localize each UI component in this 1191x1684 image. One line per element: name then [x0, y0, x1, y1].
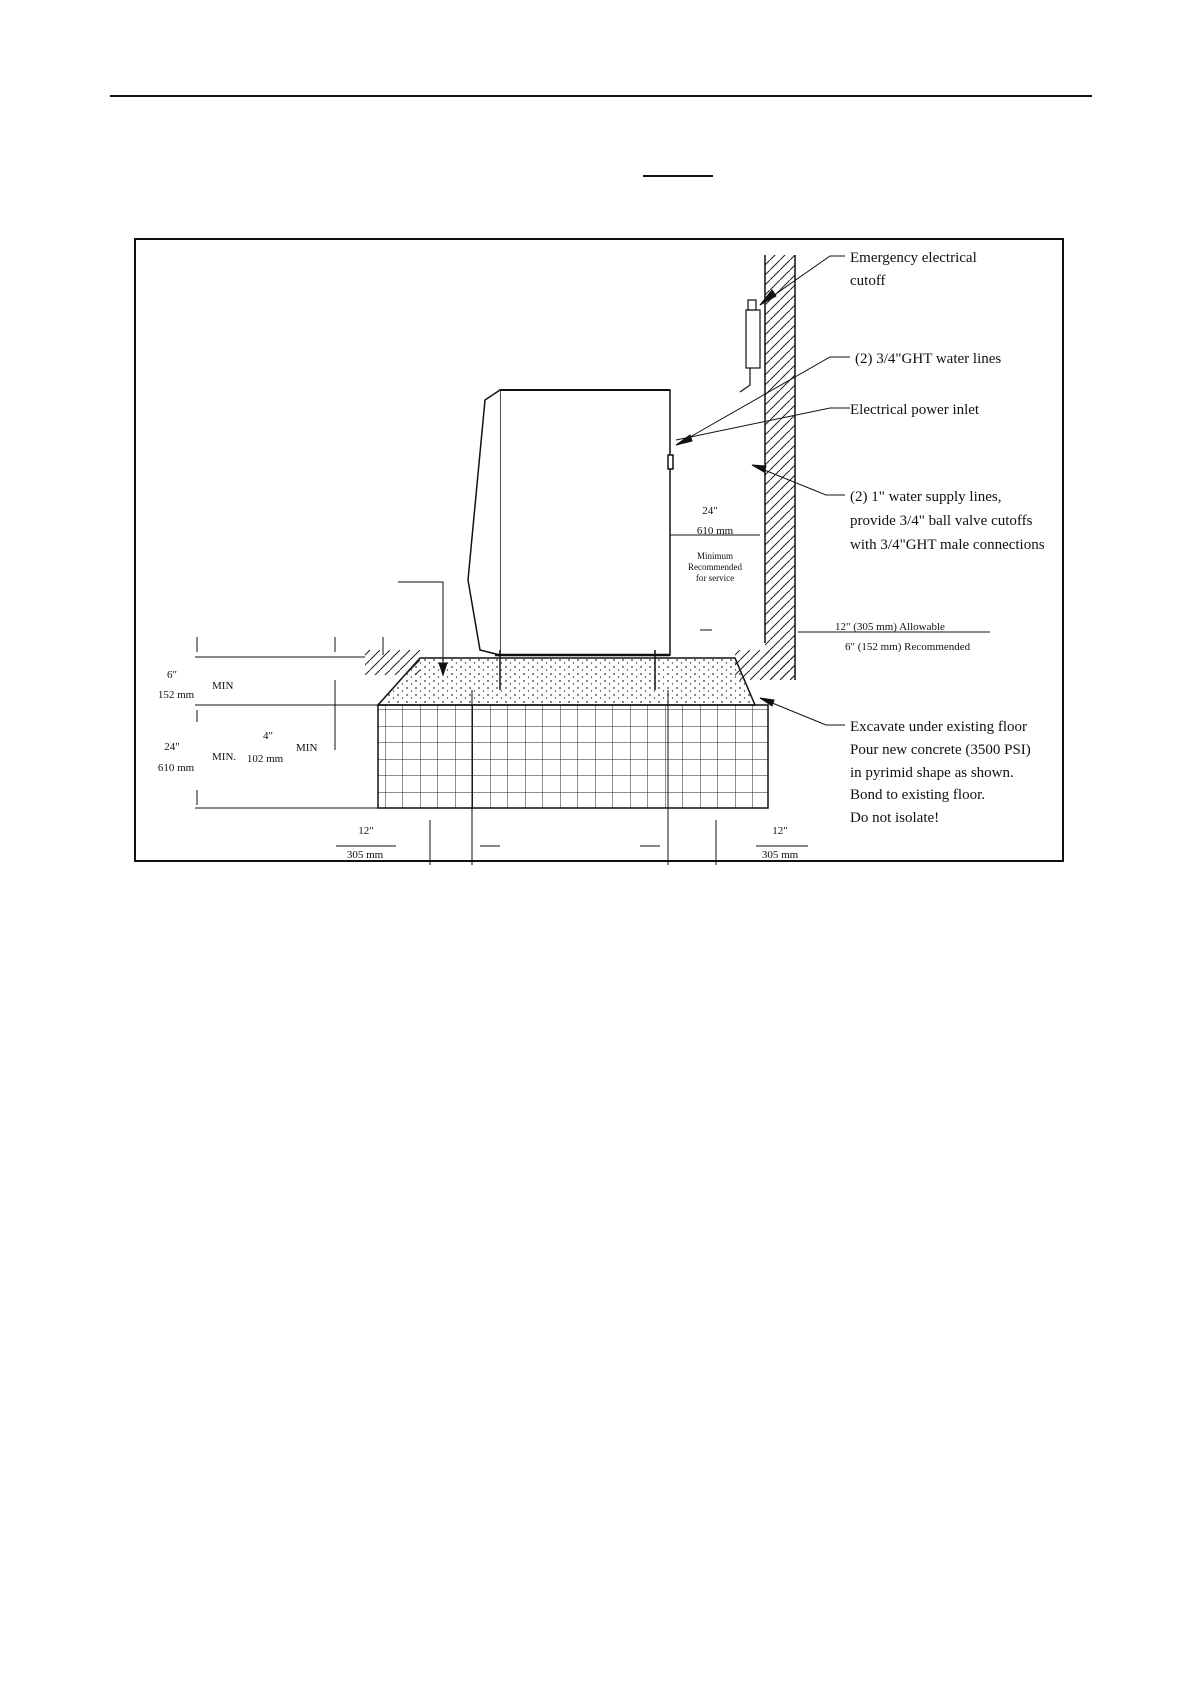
floor-dim-in: 6": [167, 669, 177, 681]
slab-dim-in: 4": [263, 730, 273, 742]
slab-dim-mm: 102 mm: [246, 753, 284, 765]
excavate-label-3: in pyrimid shape as shown.: [850, 765, 1014, 781]
depth-dim-in: 24": [164, 741, 180, 753]
service-dim-mm: 610 mm: [696, 525, 734, 537]
right-dim-mm: 305 mm: [761, 849, 799, 861]
wall: [765, 255, 795, 680]
right-dim-in: 12": [772, 825, 788, 837]
excavate-label-4: Bond to existing floor.: [850, 787, 985, 803]
service-note-3: for service: [695, 573, 735, 583]
floor-dim-mm: 152 mm: [157, 689, 195, 701]
service-note-1: Minimum: [696, 551, 734, 561]
excavate-label-1: Excavate under existing floor: [850, 719, 1028, 735]
concrete-pad: [365, 650, 795, 808]
recommended-label: 6" (152 mm) Recommended: [845, 641, 971, 653]
emergency-cutoff-label: Emergency electrical: [850, 250, 977, 266]
power-inlet-label: Electrical power inlet: [850, 402, 980, 418]
floor-dim-min: MIN: [212, 680, 234, 692]
slab-dim-min: MIN: [296, 742, 318, 754]
callout-labels: [835, 250, 1045, 826]
supply-lines-label-1: (2) 1" water supply lines,: [850, 489, 1002, 505]
washer-extractor: [468, 390, 673, 655]
emergency-cutoff-box: [740, 300, 760, 392]
supply-lines-label-3: with 3/4"GHT male connections: [850, 537, 1045, 553]
excavate-label-5: Do not isolate!: [850, 810, 940, 826]
excavate-label-2: Pour new concrete (3500 PSI): [850, 742, 1031, 758]
water-lines-label: (2) 3/4"GHT water lines: [855, 351, 1002, 367]
emergency-cutoff-label-2: cutoff: [850, 273, 886, 289]
service-note-2: Recommended: [688, 562, 742, 572]
supply-lines-label-2: provide 3/4" ball valve cutoffs: [850, 513, 1033, 529]
left-dim-mm: 305 mm: [346, 849, 384, 861]
left-dim-in: 12": [358, 825, 374, 837]
depth-dim-min: MIN.: [212, 751, 237, 763]
service-dim-in: 24": [702, 505, 718, 517]
depth-dim-mm: 610 mm: [157, 762, 195, 774]
allowable-label: 12" (305 mm) Allowable: [835, 621, 945, 633]
